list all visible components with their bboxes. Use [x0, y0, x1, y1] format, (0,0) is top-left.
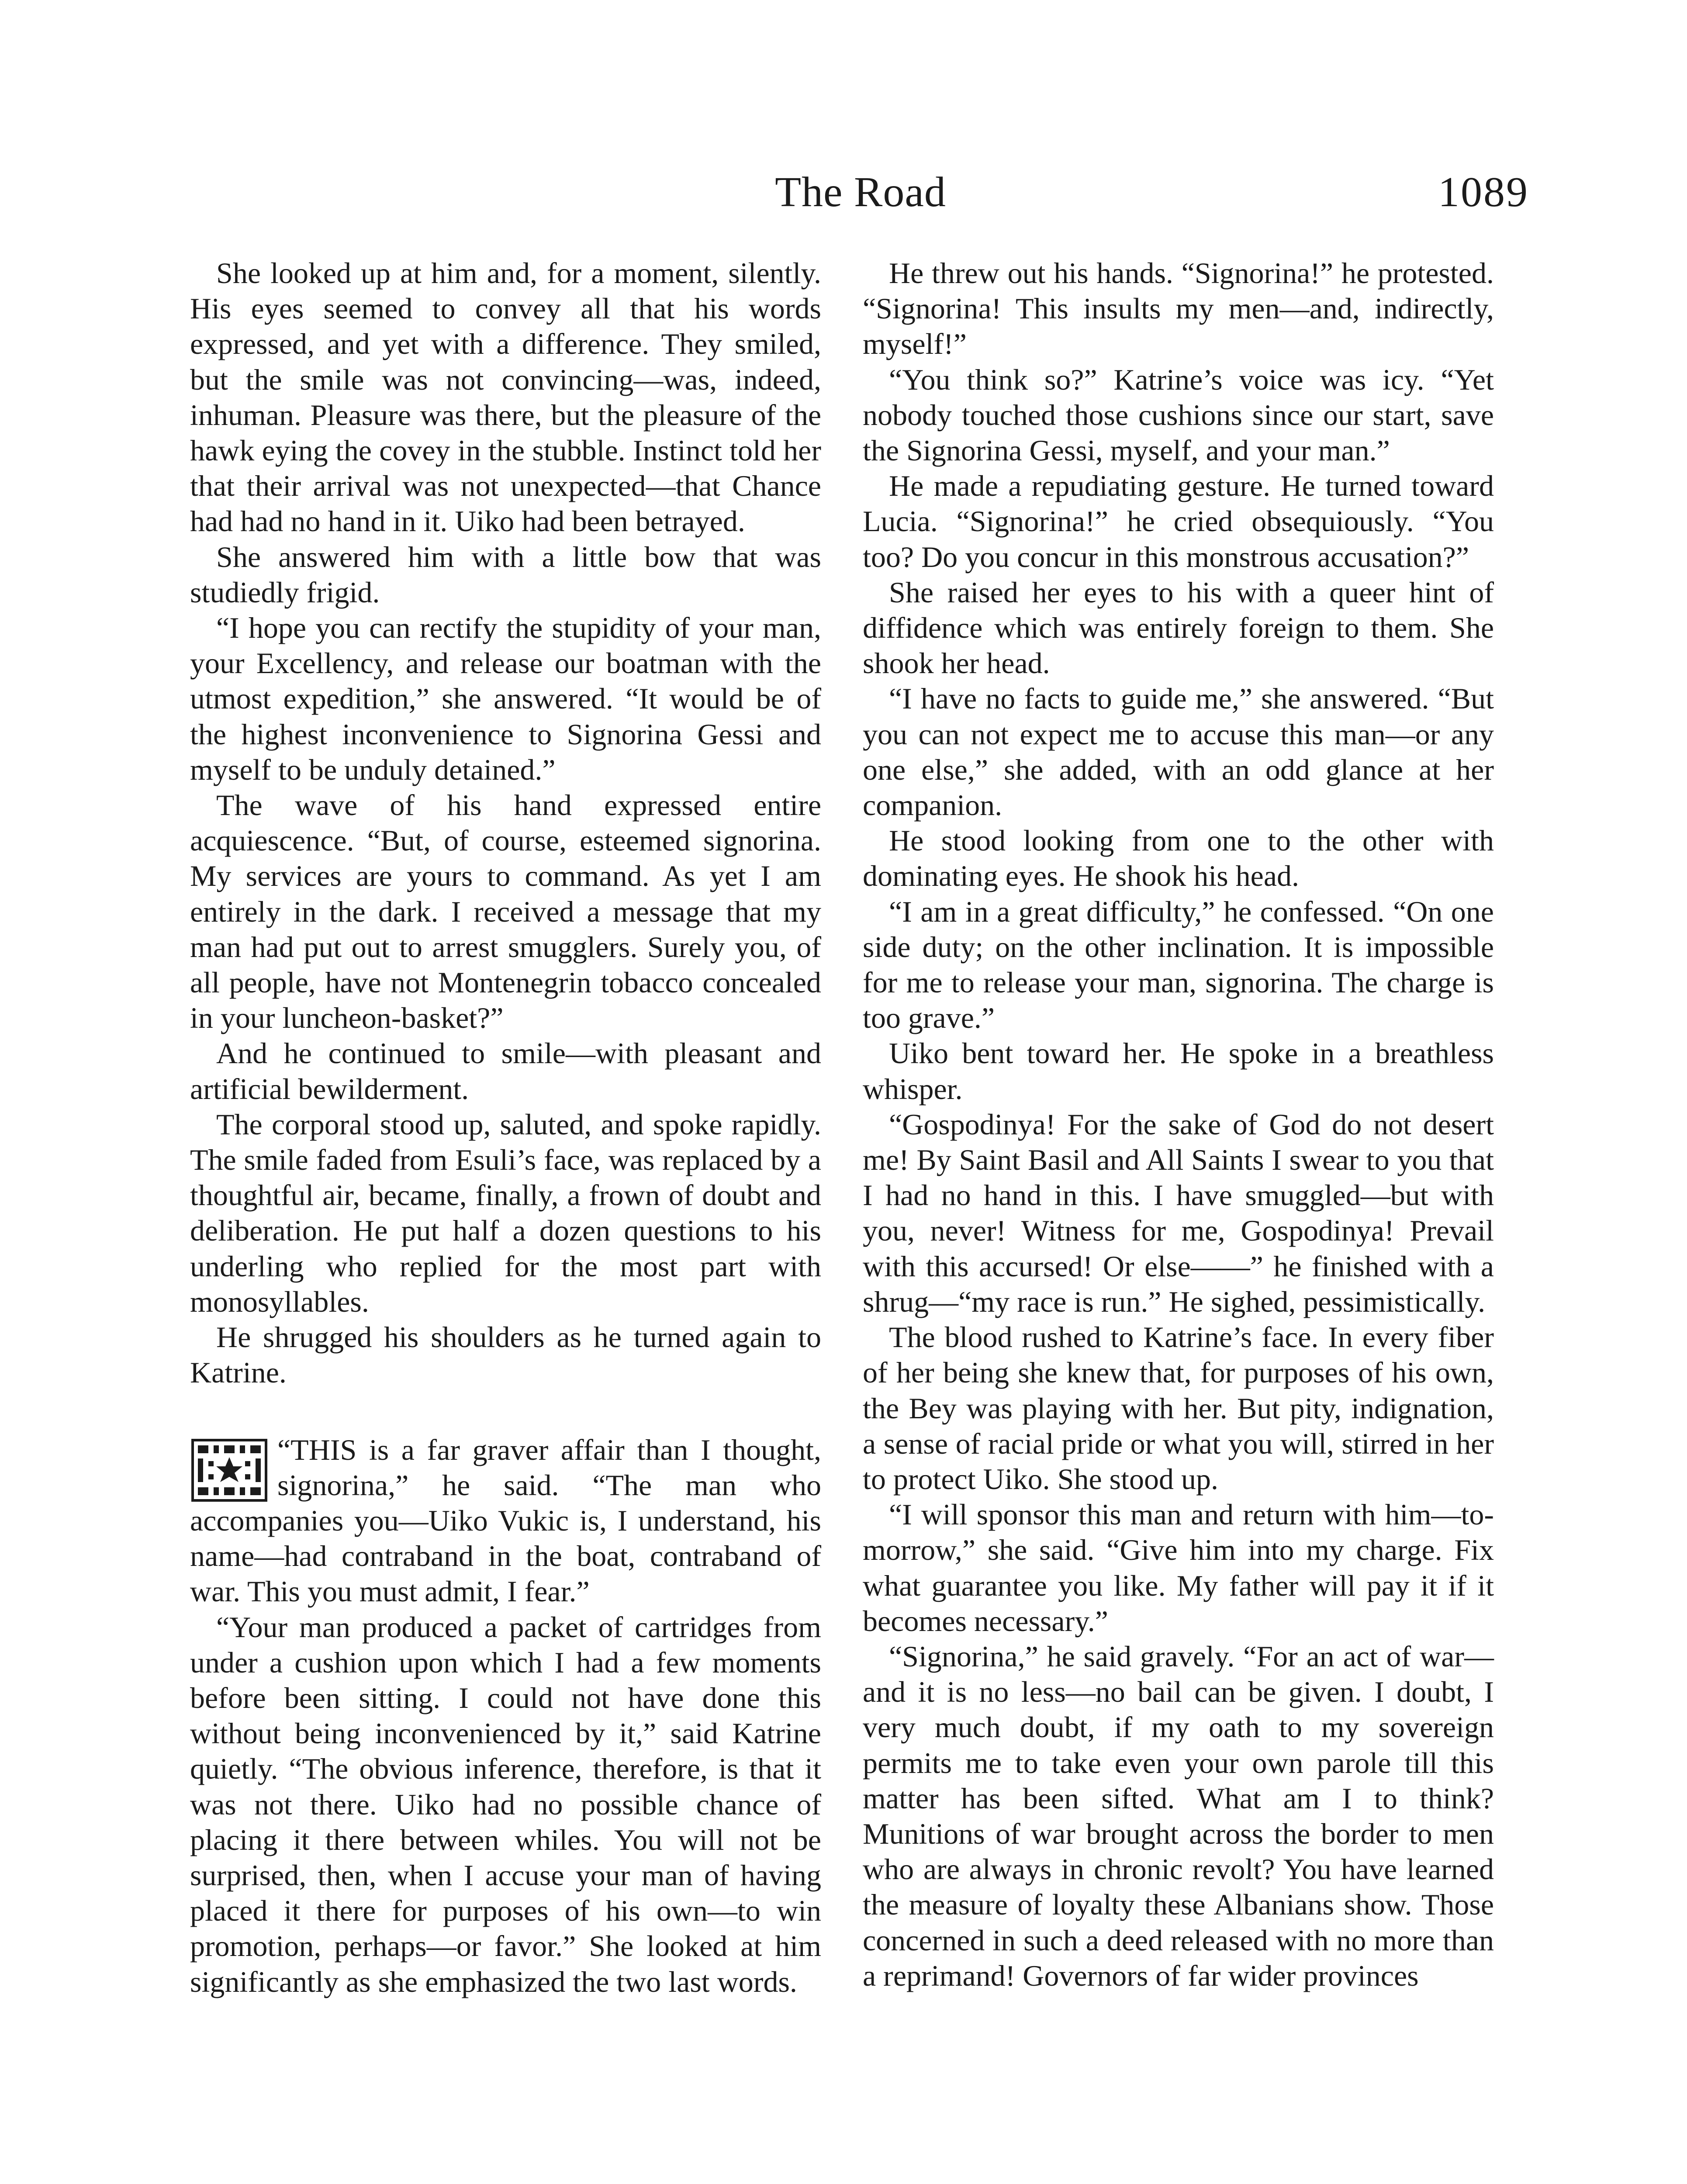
ornament-icon: [190, 1438, 269, 1503]
paragraph: “I hope you can rectify the stupidity of your man, your Excellency, and release our boatman with the utmost expedition,” she answered. “It would be of the highest inconvenience to Signorina Gessi and myself to be unduly detained.”: [190, 611, 821, 786]
paragraph: The corporal stood up, saluted, and spoke rapidly. The smile faded from Esuli’s face, was replaced by a thoughtful air, became, finally, a frown of doubt and deliberation. He put half a dozen questions to his underling who replied for the most part with monosyllables.: [190, 1107, 821, 1318]
paragraph: “Gospodinya! For the sake of God do not desert me! By Saint Basil and All Saints I swear to you that I had no hand in this. I have smuggled—but with you, never! Witness for me, Gospodinya! Prevail with this accursed! Or else——” he finished with a shrug—“my race is run.” He sighed, pessimistically.: [863, 1107, 1494, 1318]
paragraph: And he continued to smile—with pleasant and artificial bewilderment.: [190, 1037, 821, 1106]
paragraph: “I am in a great difficulty,” he confessed. “On one side duty; on the other inclination. It is impossible for me to release your man, signorina. The charge is too grave.”: [863, 895, 1494, 1035]
paragraph: She looked up at him and, for a moment, silently. His eyes seemed to convey all that his words expressed, and yet with a difference. They smiled, but the smile was not convincing—was, indeed, inhuman. Pleasure was there, but the pleasure of the hawk eying the covey in the stubble. Instinct told her that their arrival was not unexpected—that Chance had had no hand in it. Uiko had been betrayed.: [190, 256, 821, 538]
right-column: [863, 256, 1494, 2184]
section-break: [190, 1391, 821, 1432]
running-title: The Road: [775, 169, 946, 216]
paragraph: “I have no facts to guide me,” she answered. “But you can not expect me to accuse this man—or any one else,” she added, with an odd glance at her companion.: [863, 682, 1494, 822]
paragraph: He threw out his hands. “Signorina!” he protested. “Signorina! This insults my men—and, indirectly, myself!”: [863, 256, 1494, 361]
running-head: [192, 162, 1529, 223]
paragraph: “You think so?” Katrine’s voice was icy. “Yet nobody touched those cushions since our start, save the Signorina Gessi, myself, and your man.”: [863, 363, 1494, 467]
paragraph: The blood rushed to Katrine’s face. In every fiber of her being she knew that, for purposes of his own, the Bey was playing with her. But pity, indignation, a sense of racial pride or what you will, stirred in her to protect Uiko. She stood up.: [863, 1320, 1494, 1496]
paragraph: “Your man produced a packet of cartridges from under a cushion upon which I had a few moments before been sitting. I could not have done this without being inconvenienced by it,” said Katrine quietly. “The obvious inference, therefore, is that it was not there. Uiko had no possible chance of placing it there between whiles. You will not be surprised, then, when I accuse your man of having placed it there for purposes of his own—to win promotion, perhaps—or favor.” She looked at him significantly as she emphasized the two last words.: [190, 1610, 821, 1998]
paragraph: He made a repudiating gesture. He turned toward Lucia. “Signorina!” he cried obsequiously. “You too? Do you concur in this monstrous accusation?”: [863, 469, 1494, 574]
paragraph: She answered him with a little bow that was studiedly frigid.: [190, 540, 821, 609]
paragraph: Uiko bent toward her. He spoke in a breathless whisper.: [863, 1037, 1494, 1106]
paragraph: The wave of his hand expressed entire acquiescence. “But, of course, esteemed signorina. My services are yours to command. As yet I am entirely in the dark. I received a message that my man had put out to arrest smugglers. Surely you, of all people, have not Montenegrin tobacco concealed in your luncheon-basket?”: [190, 788, 821, 1035]
left-column: [190, 256, 821, 2184]
dropcap-paragraph-text: “THIS is a far graver affair than I thought, signorina,” he said. “The man who accompanies you—Uiko Vukic is, I understand, his name—had contraband in the boat, contraband of war. This you must admit, I fear.”: [190, 1433, 821, 1608]
paragraph: She raised her eyes to his with a queer hint of diffidence which was entirely foreign to them. She shook her head.: [863, 575, 1494, 680]
paragraph: “I will sponsor this man and return with him—to-morrow,” she said. “Give him into my charge. Fix what guarantee you like. My father will pay it if it becomes necessary.”: [863, 1498, 1494, 1638]
paragraph: He stood looking from one to the other with dominating eyes. He shook his head.: [863, 824, 1494, 893]
paragraph: He shrugged his shoulders as he turned again to Katrine.: [190, 1320, 821, 1389]
page-number: 1089: [1438, 169, 1529, 216]
dropcap-paragraph: [190, 1432, 821, 1610]
paragraph: “Signorina,” he said gravely. “For an act of war—and it is no less—no bail can be given. I doubt, I very much doubt, if my oath to my sovereign permits me to take even your own parole till this matter has been sifted. What am I to think? Munitions of war brought across the border to men who are always in chronic revolt? You have learned the measure of loyalty these Albanians show. Those concerned in such a deed released with no more than a reprimand! Governors of far wider provinces: [863, 1639, 1494, 1992]
